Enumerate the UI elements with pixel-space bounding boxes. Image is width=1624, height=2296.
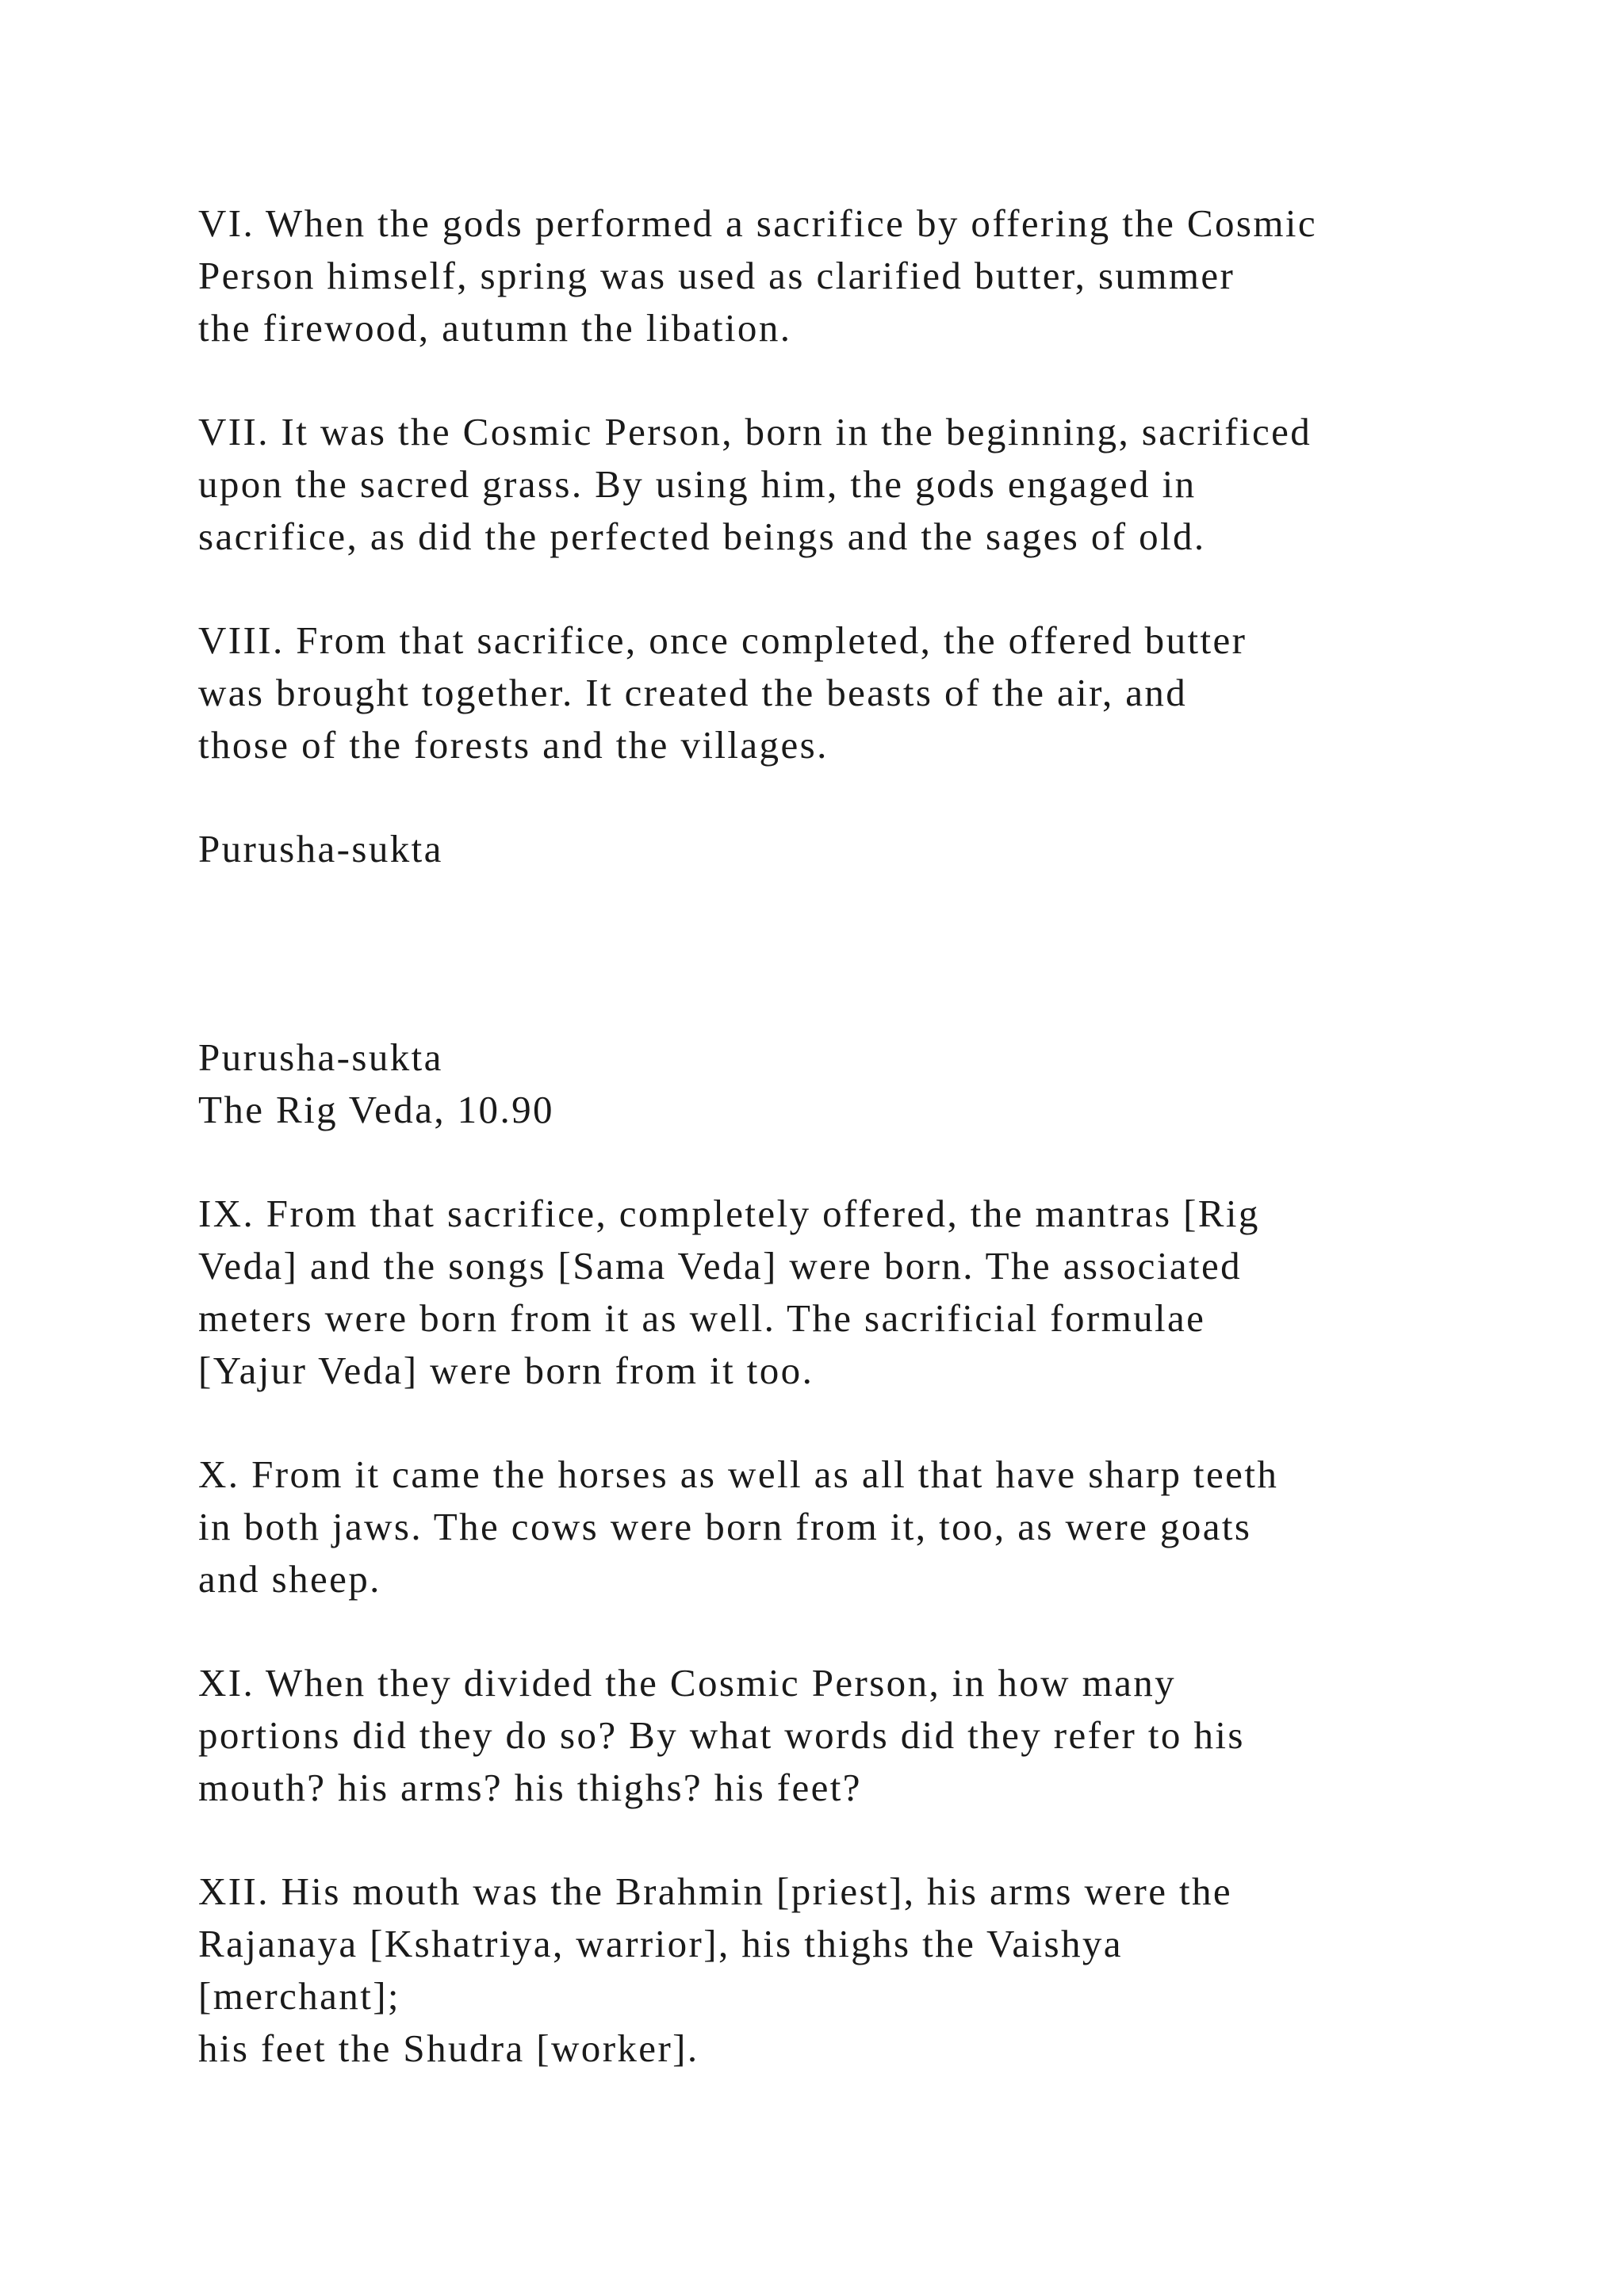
- stanza-9-line-2: Veda] and the songs [Sama Veda] were born. The associated: [198, 1244, 1243, 1288]
- stanza-9-line-3: meters were born from it as well. The sacrificial formulae: [198, 1296, 1206, 1340]
- stanza-8-line-2: was brought together. It created the beasts of the air, and: [198, 671, 1188, 714]
- stanza-8-line-3: those of the forests and the villages.: [198, 723, 829, 767]
- stanza-12-line-4: his feet the Shudra [worker].: [198, 2026, 699, 2070]
- stanza-6-line-2: Person himself, spring was used as clarified butter, summer: [198, 254, 1235, 297]
- heading-title: Purusha-sukta: [198, 1035, 443, 1079]
- stanza-7-line-1: VII. It was the Cosmic Person, born in the beginning, sacrificed: [198, 410, 1312, 453]
- stanza-12-line-3: [merchant];: [198, 1974, 400, 2018]
- stanza-11-line-2: portions did they do so? By what words did they refer to his: [198, 1713, 1245, 1757]
- stanza-10-line-2: in both jaws. The cows were born from it, too, as were goats: [198, 1505, 1252, 1548]
- stanza-6-line-3: the firewood, autumn the libation.: [198, 306, 792, 350]
- stanza-9-line-4: [Yajur Veda] were born from it too.: [198, 1349, 814, 1392]
- stanza-10-line-1: X. From it came the horses as well as all that have sharp teeth: [198, 1452, 1279, 1496]
- stanza-11-line-3: mouth? his arms? his thighs? his feet?: [198, 1766, 862, 1809]
- stanza-7-line-3: sacrifice, as did the perfected beings and the sages of old.: [198, 515, 1206, 558]
- stanza-7-line-2: upon the sacred grass. By using him, the gods engaged in: [198, 462, 1197, 506]
- stanza-8-line-1: VIII. From that sacrifice, once completed, the offered butter: [198, 618, 1247, 662]
- source-label: Purusha-sukta: [198, 827, 443, 871]
- stanza-10-line-3: and sheep.: [198, 1557, 381, 1601]
- stanza-6-line-1: VI. When the gods performed a sacrifice by offering the Cosmic: [198, 201, 1318, 245]
- stanza-9-line-1: IX. From that sacrifice, completely offered, the mantras [Rig: [198, 1192, 1260, 1235]
- heading-subtitle: The Rig Veda, 10.90: [198, 1088, 554, 1131]
- stanza-11-line-1: XI. When they divided the Cosmic Person, in how many: [198, 1661, 1177, 1705]
- stanza-12-line-2: Rajanaya [Kshatriya, warrior], his thighs the Vaishya: [198, 1922, 1123, 1965]
- stanza-12-line-1: XII. His mouth was the Brahmin [priest], his arms were the: [198, 1869, 1233, 1913]
